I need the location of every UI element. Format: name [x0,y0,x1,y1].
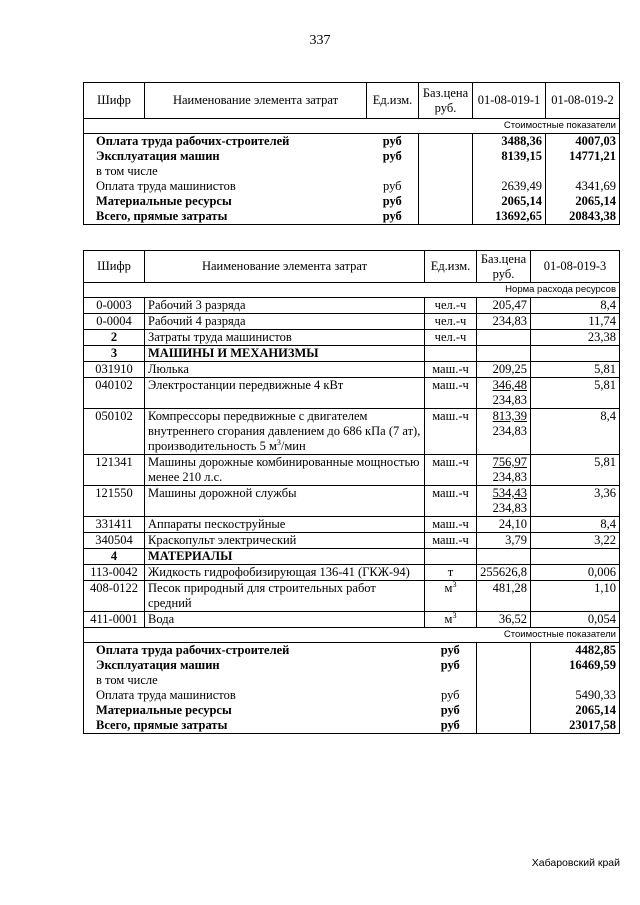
table-row: 0-0003 Рабочий 3 разряда чел.-ч 205,47 8,4 [84,298,620,314]
table-row: 031910 Люлька маш.-ч 209,25 5,81 [84,362,620,378]
col-header-code-1: 01-08-019-1 [473,83,546,119]
table-row: 121550 Машины дорожной службы маш.-ч 534,43 234,83 3,36 [84,486,620,517]
col-header-code: Шифр [84,251,145,283]
table-row: 040102 Электростанции передвижные 4 кВт маш.-ч 346,48 234,83 5,81 [84,378,620,409]
table-row: 113-0042 Жидкость гидрофобизирующая 136-41 (ГКЖ-94) т 255626,8 0,006 [84,565,620,581]
section-subheader: Стоимостные показатели [84,119,620,134]
cost-table-1 [83,82,620,225]
col-header-price: Баз.цена руб. [477,251,531,283]
col-header-code-2: 01-08-019-2 [546,83,620,119]
col-header-price: Баз.цена руб. [419,83,473,119]
table-row: 050102 Компрессоры передвижные с двигателем внутреннего сгорания давлением до 686 кПа (7 ат), производительность 5 $м^3$/мин маш.-ч 813,39 234,83 8,4 [84,409,620,455]
col-header-code-3: 01-08-019-3 [531,251,620,283]
table-row: в том числе [84,164,620,179]
total-row: в том числе [84,673,620,688]
section-subheader: Норма расхода ресурсов [84,283,620,298]
total-row: Эксплуатация машин руб 16469,59 [84,658,620,673]
section-row: 4 МАТЕРИАЛЫ [84,549,620,565]
table-header-row [84,83,620,119]
table-row: 340504 Краскопульт электрический маш.-ч 3,79 3,22 [84,533,620,549]
col-header-code: Шифр [84,83,145,119]
total-row: Всего, прямые затраты руб 23017,58 [84,718,620,734]
col-header-unit: Ед.изм. [425,251,477,283]
table-row: 0-0004 Рабочий 4 разряда чел.-ч 234,83 11,74 [84,314,620,330]
table-row: 331411 Аппараты пескоструйные маш.-ч 24,10 8,4 [84,517,620,533]
section-row: 3 МАШИНЫ И МЕХАНИЗМЫ [84,346,620,362]
table-row: Эксплуатация машин руб 8139,15 14771,21 [84,149,620,164]
table-row: 411-0001 Вода $м^3$ 36,52 0,054 [84,612,620,628]
region-footer: Хабаровский край [531,857,620,869]
table-row: 121341 Машины дорожные комбинированные мощностью менее 210 л.с. маш.-ч 756,97 234,83 5,81 [84,455,620,486]
table-header-row [84,251,620,283]
table-row: 2 Затраты труда машинистов чел.-ч 23,38 [84,330,620,346]
table-row: Оплата труда машинистов руб 2639,49 4341,69 [84,179,620,194]
page-number: 337 [309,33,331,48]
total-row: Оплата труда машинистов руб 5490,33 [84,688,620,703]
col-header-name: Наименование элемента затрат [145,83,367,119]
total-row: Материальные ресурсы руб 2065,14 [84,703,620,718]
total-row: Оплата труда рабочих-строителей руб 4482,85 [84,643,620,659]
col-header-name: Наименование элемента затрат [145,251,425,283]
col-header-unit: Ед.изм. [367,83,419,119]
section-subheader: Стоимостные показатели [84,628,620,643]
table-row: Оплата труда рабочих-строителей руб 3488,36 4007,03 [84,134,620,150]
resource-table-2 [83,250,620,734]
table-row: Материальные ресурсы руб 2065,14 2065,14 [84,194,620,209]
table-row: Всего, прямые затраты руб 13692,65 20843,38 [84,209,620,225]
table-row: 408-0122 Песок природный для строительных работ средний $м^3$ 481,28 1,10 [84,581,620,612]
